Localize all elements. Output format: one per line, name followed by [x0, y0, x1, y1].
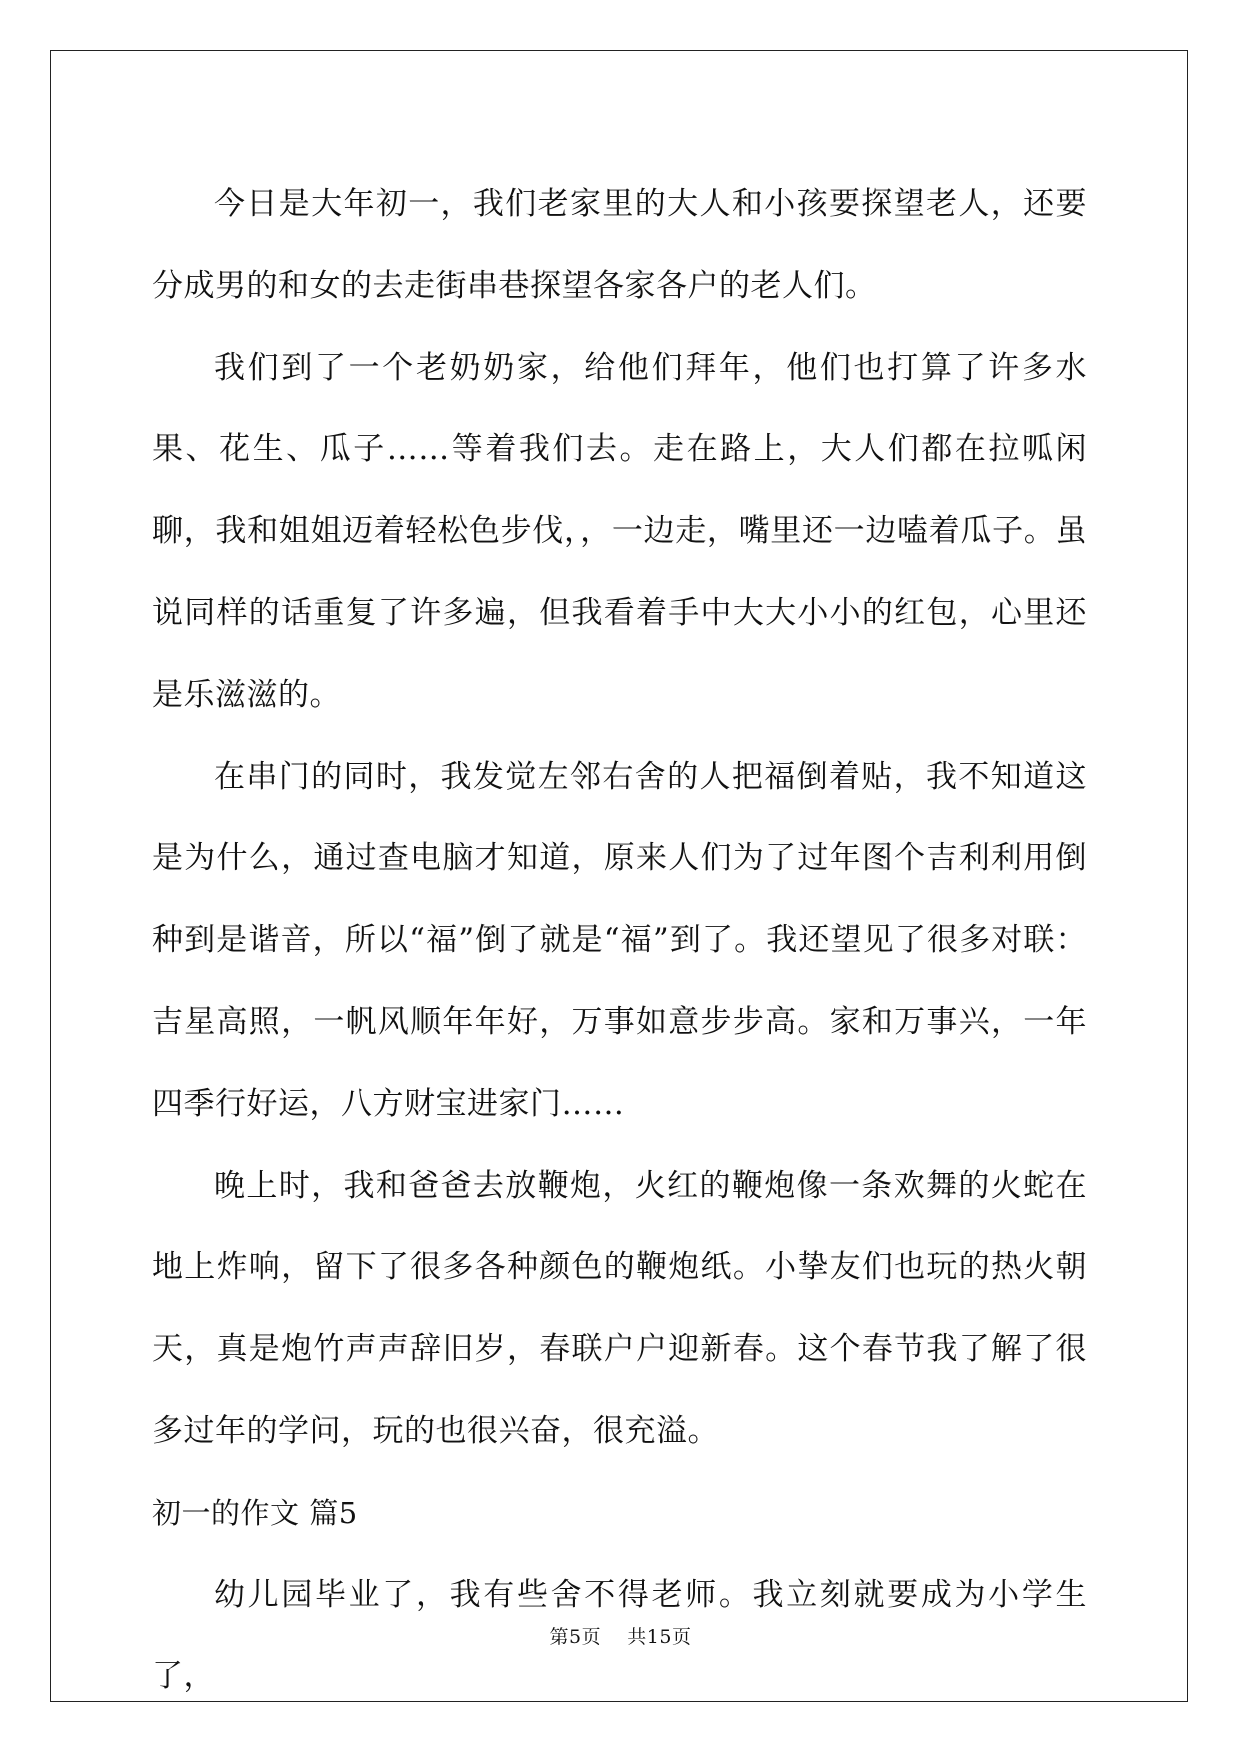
paragraph-2: 我们到了一个老奶奶家，给他们拜年，他们也打算了许多水果、花生、瓜子……等着我们去。走在路上，大人们都在拉呱闲聊，我和姐姐迈着轻松色步伐，，一边走，嘴里还一边嗑着瓜子。虽说同样的话重复了许多遍，但我看着手中大大小小的红包，心里还是乐滋滋的。	[152, 349, 1087, 713]
page-footer	[0, 1625, 1241, 1649]
page-number: 第5页	[549, 1626, 602, 1648]
paragraph-4: 晚上时，我和爸爸去放鞭炮，火红的鞭炮像一条欢舞的火蛇在地上炸响，留下了很多各种颜色的鞭炮纸。小挚友们也玩的热火朝天，真是炮竹声声辞旧岁，春联户户迎新春。这个春节我了解了很多过年的学问，玩的也很兴奋，很充溢。	[152, 1167, 1087, 1449]
document-body	[152, 164, 1087, 1718]
paragraph-5: 幼儿园毕业了，我有些舍不得老师。我立刻就要成为小学生了，	[152, 1576, 1087, 1695]
paragraph-1: 今日是大年初一，我们老家里的大人和小孩要探望老人，还要分成男的和女的去走街串巷探望各家各户的老人们。	[152, 186, 1087, 304]
page-total: 共15页	[627, 1626, 692, 1648]
section-heading: 初一的作文 篇5	[152, 1495, 358, 1530]
paragraph-3: 在串门的同时，我发觉左邻右舍的人把福倒着贴，我不知道这是为什么，通过查电脑才知道，原来人们为了过年图个吉利利用倒种到是谐音，所以“福”倒了就是“福”到了。我还望见了很多对联：吉星高照，一帆风顺年年好，万事如意步步高。家和万事兴，一年四季行好运，八方财宝进家门……	[152, 758, 1087, 1122]
